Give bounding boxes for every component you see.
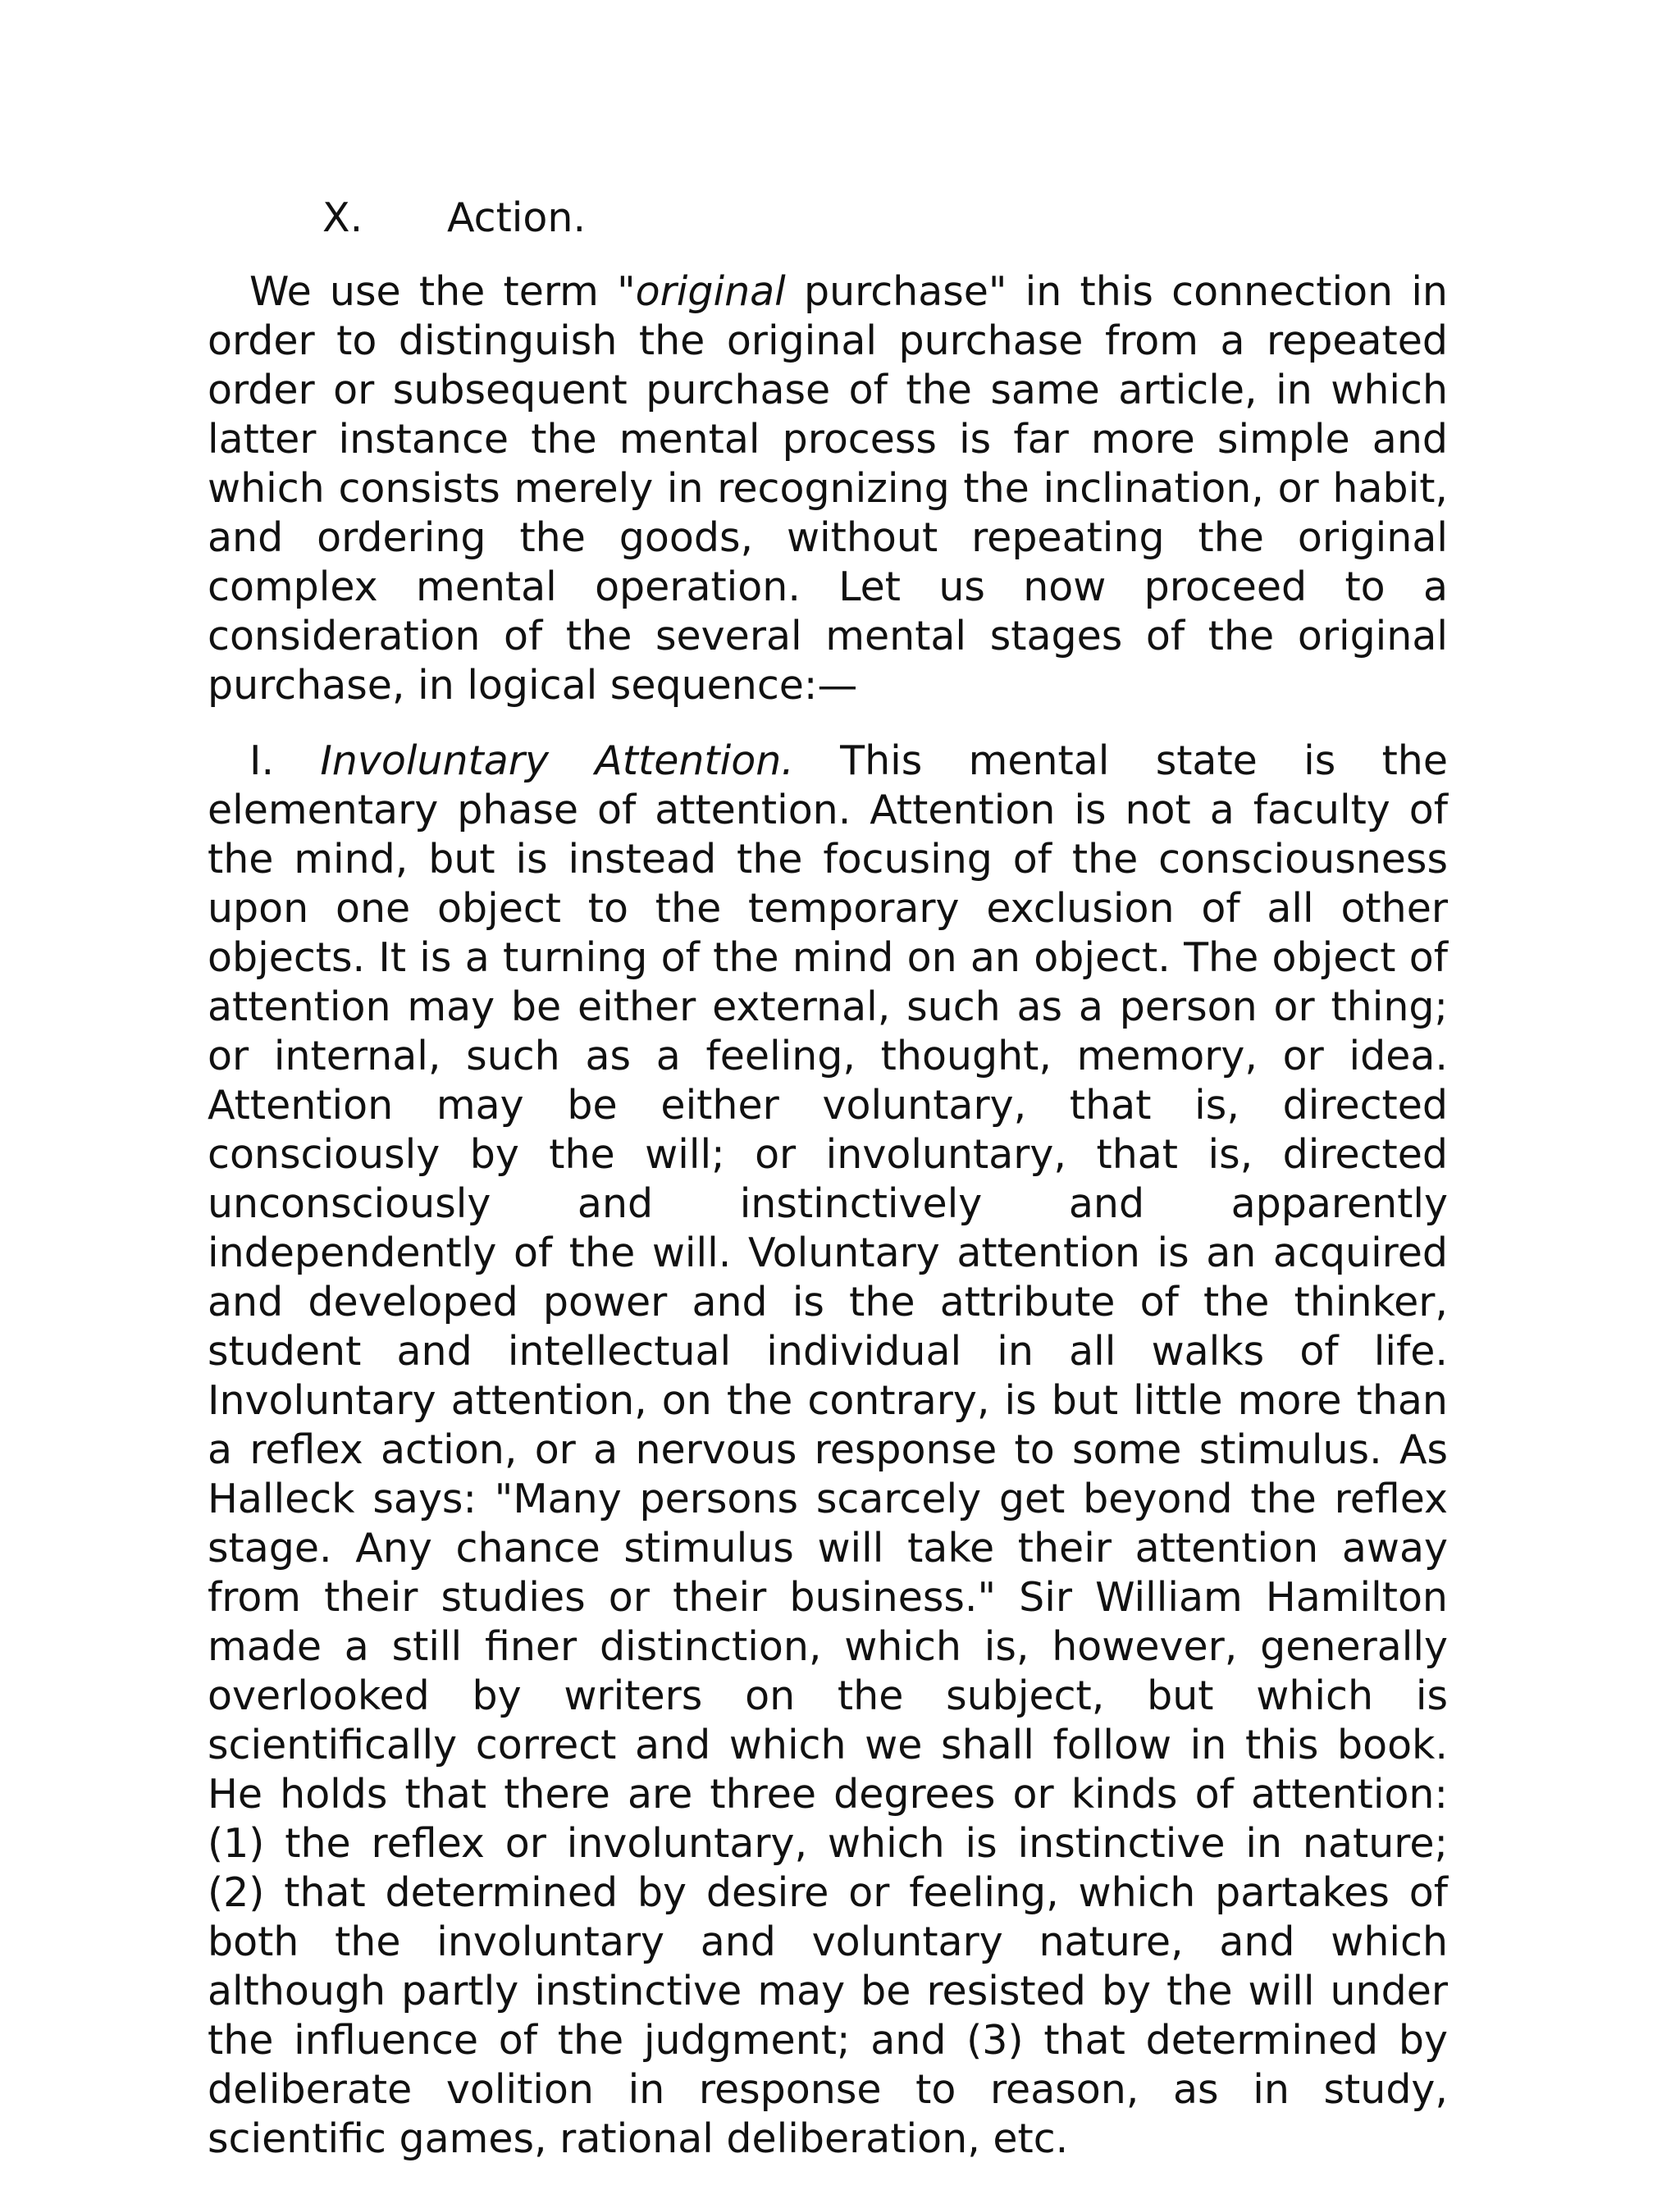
section-number: X. [322,194,363,241]
section-heading [208,194,1448,243]
section-title: Action. [447,194,587,241]
emphasis-involuntary-attention: Involuntary Attention. [320,737,794,784]
paragraph-original-purchase [208,267,1448,710]
paragraph-involuntary-attention [208,737,1448,2164]
document-page [208,194,1448,2190]
emphasis-original: original [635,268,786,315]
paragraph-text-start: We use the term " [249,268,636,315]
paragraph-text-rest: purchase" in this connection in order to distinguish the original purchase from a repeated order or subsequent purchase of the same article, in which latter instance the mental process is far more simple and which consists merely in recognizing the inclination, or habit, and ordering the goods, without repeating the original complex mental operation. Let us now proceed to a consideration of the several mental stages of the original purchase, in logical sequence:— [208,268,1448,709]
roman-numeral: I. [249,737,321,784]
paragraph-text-rest: This mental state is the elementary phase of attention. Attention is not a faculty of the mind, but is instead the focusing of the consciousness upon one object to the temporary exclusion of all other objects. It is a turning of the mind on an object. The object of attention may be either external, such as a person or thing; or internal, such as a feeling, thought, memory, or idea. Attention may be either voluntary, that is, directed consciously by the will; or involuntary, that is, directed unconsciously and instinctively and apparently independently of the will. Voluntary attention is an acquired and developed power and is the attribute of the thinker, student and intellectual individual in all walks of life. Involuntary attention, on the contrary, is but little more than a reflex action, or a nervous response to some stimulus. As Halleck says: "Many persons scarcely get beyond the reflex stage. Any chance stimulus will take their attention away from their studies or their business." Sir William Hamilton made a still finer distinction, which is, however, generally overlooked by writers on the subject, but which is scientifically correct and which we shall follow in this book. He holds that there are three degrees or kinds of attention: (1) the reflex or involuntary, which is instinctive in nature; (2) that determined by desire or feeling, which partakes of both the involuntary and voluntary nature, and which although partly instinctive may be resisted by the will under the influence of the judgment; and (3) that determined by deliberate volition in response to reason, as in study, scientific games, rational deliberation, etc. [208,737,1448,2162]
